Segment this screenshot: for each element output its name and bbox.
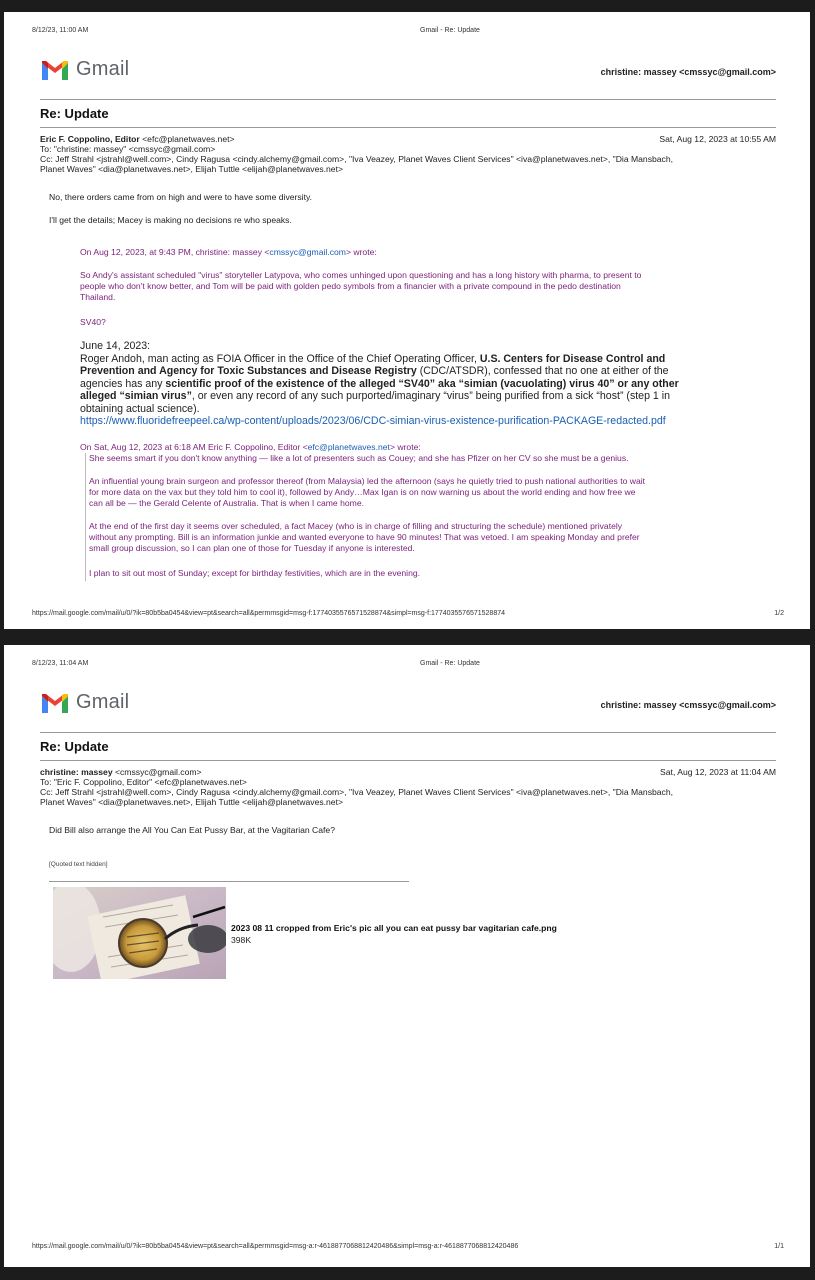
quote-bar — [85, 453, 86, 581]
quoted-text-line: An influential young brain surgeon and professor thereof (from Malaysia) led the afternoon (says he quietly tried to push national authorities to wait — [89, 476, 646, 486]
quoted-text-line: She seems smart if you don't know anything — like a lot of presenters such as Couey; and she has Pfizer on her CV so she must be a genius. — [89, 453, 629, 463]
page-number: 1/2 — [774, 610, 784, 617]
footer-url: https://mail.google.com/mail/u/0/?ik=80b5ba0454&view=pt&search=all&permmsgid=msg-a:r-4618877068812420486&simpl=msg-a:r-4618877068812420486 — [32, 1243, 519, 1250]
quoted-text-line: At the end of the first day it seems over scheduled, a fact Macey (who is in charge of filling and structuring the schedule) mentioned privately — [89, 521, 623, 531]
account-label: christine: massey <cmssyc@gmail.com> — [600, 700, 776, 710]
gmail-m-icon — [40, 59, 70, 81]
quoted-text-line: can all be — the Gerald Celente of Australia. That is when I came home. — [89, 498, 364, 508]
sender-email: <cmssyc@gmail.com> — [112, 767, 202, 777]
quoted-text-line: small group discussion, so I can plan one of those for Tuesday if anyone is interested. — [89, 543, 415, 553]
message-body-line: Did Bill also arrange the All You Can Eat Pussy Bar, at the Vagitarian Cafe? — [49, 825, 335, 835]
footer-url: https://mail.google.com/mail/u/0/?ik=80b5ba0454&view=pt&search=all&permmsgid=msg-f:1774035576571528874&simpl=msg-f:1774035576571528874 — [32, 610, 506, 617]
email-subject: Re: Update — [40, 106, 109, 121]
attachment-thumbnail[interactable] — [53, 887, 226, 979]
message-date: Sat, Aug 12, 2023 at 10:55 AM — [659, 134, 776, 144]
gmail-logo — [40, 691, 129, 714]
divider — [40, 760, 776, 761]
quoted-article: June 14, 2023: Roger Andoh, man acting as FOIA Officer in the Office of the Chief Operating Officer, U.S. Centers for Disease Control and Prevention and Agency for Toxic Substances and Disease Registry (CDC/ATSDR), confessed that no one at either of the agencies has any scientific proof of the existence of the alleged “SV40” aka “simian (vacuolating) virus 40” or any other alleged “simian virus”, or even any record of any such purported/imaginary “virus” being purified from a sick “host” (step 1 in obtaining actual science). https://www.fluoridefreepeel.ca/wp-content/uploads/2023/06/CDC-simian-virus-existence-purification-PACKAGE-redacted.pdf — [80, 340, 740, 428]
email-link[interactable]: efc@planetwaves.net — [307, 442, 390, 452]
attachment-size: 398K — [231, 935, 252, 945]
quoted-text-line: without any prompting. Bill is an information junkie and wanted everyone to have 90 minutes! That was vetoed. I am speaking Monday and prefer — [89, 532, 640, 542]
divider — [49, 881, 409, 882]
sender-name: Eric F. Coppolino, Editor — [40, 134, 140, 144]
quoted-text-line: for more data on the vax but they told him to cool it), followed by Andy…Max Igan is on now warning us about the world ending and how free we — [89, 487, 636, 497]
image-thumbnail-graphic — [53, 887, 226, 979]
quoted-text-line: I plan to sit out most of Sunday; except for birthday festivities, which are in the evening. — [89, 568, 421, 578]
quoted-text-line: So Andy's assistant scheduled "virus" storyteller Latypova, who comes unhinged upon questioning and has a long history with pharma, to present to — [80, 270, 642, 280]
page-number: 1/1 — [774, 1243, 784, 1250]
gmail-m-icon — [40, 692, 70, 714]
to-line: To: "christine: massey" <cmssyc@gmail.com> — [40, 144, 216, 154]
quoted-text-hidden[interactable]: [Quoted text hidden] — [49, 861, 108, 868]
print-title: Gmail - Re: Update — [420, 660, 480, 667]
message-date: Sat, Aug 12, 2023 at 11:04 AM — [660, 767, 776, 777]
email-link[interactable]: cmssyc@gmail.com — [269, 247, 346, 257]
cc-line: Planet Waves" <dia@planetwaves.net>, Elijah Tuttle <elijah@planetwaves.net> — [40, 164, 343, 174]
print-page-1 — [4, 12, 810, 629]
pdf-link[interactable]: https://www.fluoridefreepeel.ca/wp-content/uploads/2023/06/CDC-simian-virus-existence-purification-PACKAGE-redacted.pdf — [80, 415, 666, 427]
cc-line: Cc: Jeff Strahl <jstrahl@well.com>, Cindy Ragusa <cindy.alchemy@gmail.com>, "Iva Veazey, Planet Waves Client Services" <iva@planetwaves.net>, "Dia Mansbach, — [40, 154, 674, 164]
cc-line: Planet Waves" <dia@planetwaves.net>, Elijah Tuttle <elijah@planetwaves.net> — [40, 797, 343, 807]
inner-quote-header: On Sat, Aug 12, 2023 at 6:18 AM Eric F. Coppolino, Editor <efc@planetwaves.net> wrote: — [80, 442, 421, 452]
quoted-text-line: people who don't know better, and Tom will be paid with golden pedo symbols from a financier with a private compound in the pedo destination — [80, 281, 621, 291]
gmail-logo-text: Gmail — [76, 691, 130, 713]
attachment-name[interactable]: 2023 08 11 cropped from Eric's pic all you can eat pussy bar vagitarian cafe.png — [231, 923, 557, 933]
divider — [40, 732, 776, 733]
sender-name: christine: massey — [40, 767, 113, 777]
account-label: christine: massey <cmssyc@gmail.com> — [600, 67, 776, 77]
sender-email: <efc@planetwaves.net> — [139, 134, 235, 144]
print-title: Gmail - Re: Update — [420, 27, 480, 34]
divider — [40, 127, 776, 128]
quoted-text-line: Thailand. — [80, 292, 116, 302]
quote-header: On Aug 12, 2023, at 9:43 PM, christine: massey <cmssyc@gmail.com> wrote: — [80, 247, 377, 257]
email-subject: Re: Update — [40, 739, 109, 754]
print-page-2 — [4, 645, 810, 1267]
to-line: To: "Eric F. Coppolino, Editor" <efc@planetwaves.net> — [40, 777, 247, 787]
message-body-line: I'll get the details; Macey is making no decisions re who speaks. — [49, 215, 292, 225]
quoted-text-line: SV40? — [80, 317, 106, 327]
message-body-line: No, there orders came from on high and were to have some diversity. — [49, 192, 313, 202]
divider — [40, 99, 776, 100]
print-datetime: 8/12/23, 11:04 AM — [32, 660, 89, 667]
gmail-logo — [40, 58, 129, 81]
cc-line: Cc: Jeff Strahl <jstrahl@well.com>, Cindy Ragusa <cindy.alchemy@gmail.com>, "Iva Veazey, Planet Waves Client Services" <iva@planetwaves.net>, "Dia Mansbach, — [40, 787, 674, 797]
print-datetime: 8/12/23, 11:00 AM — [32, 27, 89, 34]
gmail-logo-text: Gmail — [76, 58, 130, 80]
